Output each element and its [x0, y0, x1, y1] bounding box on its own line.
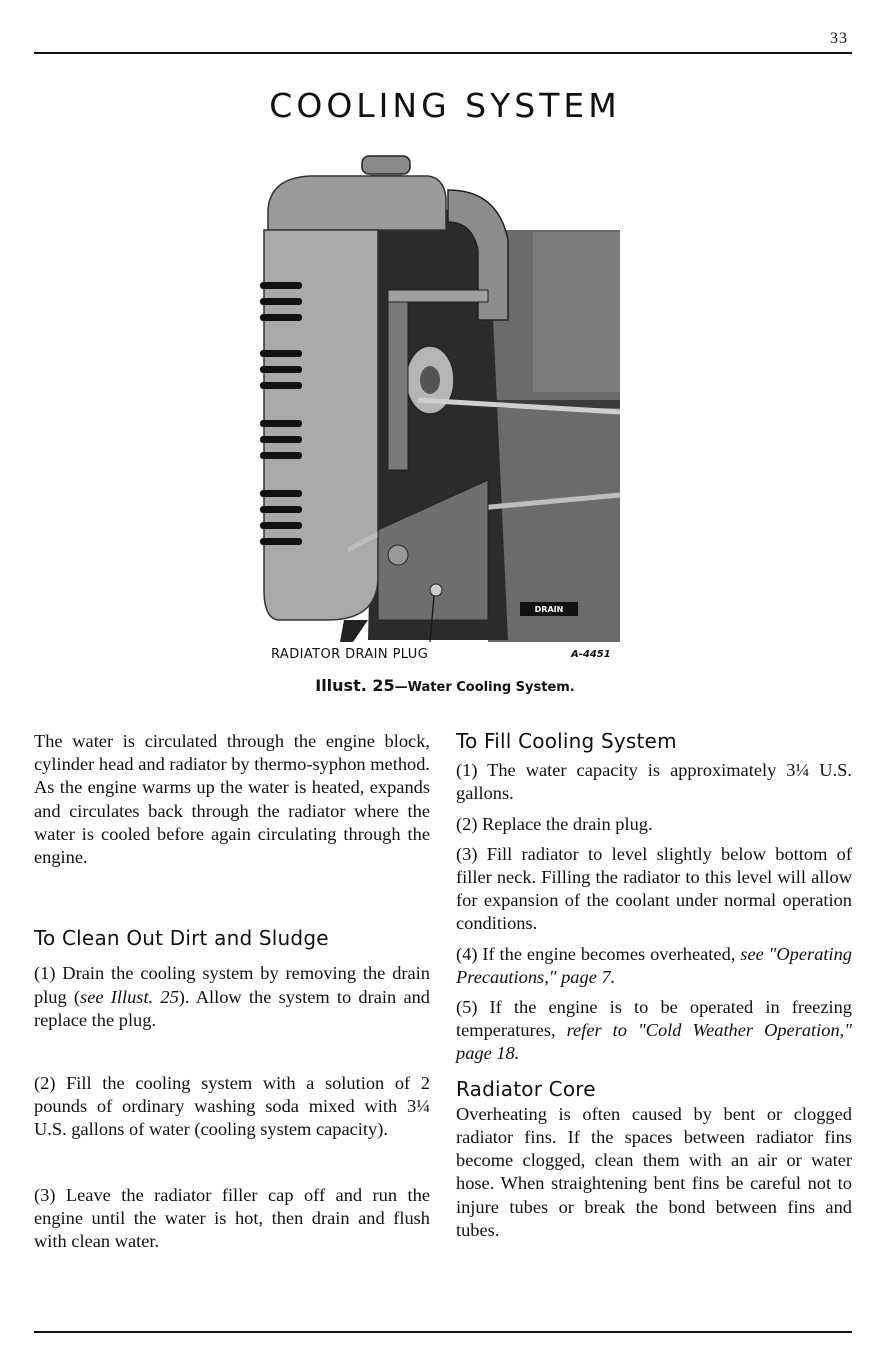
clean-step-1-ref: see Illust. 25 — [80, 986, 179, 1007]
clean-step-3: (3) Leave the radiator filler cap off and run the engine until the water is hot, then drain and flush with clean water. — [34, 1184, 430, 1252]
caption-text: Water Cooling System. — [407, 680, 575, 695]
clean-out-heading: To Clean Out Dirt and Sludge — [34, 926, 329, 951]
intro-paragraph: The water is circulated through the engine block, cylinder head and radiator by thermo-syphon method. As the engine warms up the water is heated, expands and circulates back through the radiator where the water is cooled before again circulating through the engine. — [34, 731, 430, 868]
fill-step-5-text: (5) If the engine is to be operated in freezing temperatures, — [456, 997, 852, 1041]
figure-code: A-4451 — [571, 649, 611, 660]
radiator-illustration — [258, 150, 622, 645]
page-title: COOLING SYSTEM — [269, 86, 621, 125]
top-rule — [34, 52, 852, 54]
fill-step-3: (3) Fill radiator to level slightly below bottom of filler neck. Filling the radiator to this level will allow for expansion of the coolant under normal operation conditions. — [456, 843, 852, 934]
right-column — [456, 730, 852, 1242]
fill-step-2: (2) Replace the drain plug. — [456, 813, 653, 834]
page-number: 33 — [830, 30, 848, 47]
bottom-rule — [34, 1331, 852, 1333]
fill-step-5-ref: refer to "Cold Weather Operation," page 18. — [456, 1020, 852, 1064]
clean-step-2: (2) Fill the cooling system with a solution of 2 pounds of ordinary washing soda mixed with 3¼ U.S. gallons of water (cooling system capacity). — [34, 1073, 430, 1140]
fill-step-5 — [456, 996, 852, 1066]
caption-number: Illust. 25 — [315, 676, 395, 695]
fill-step-4-ref: see "Operating Precautions," page 7. — [456, 943, 853, 987]
clean-step-1-text-b: ). Allow the system to drain and replace the plug. — [34, 986, 430, 1030]
fill-step-1: (1) The water capacity is approximately 3¼ U.S. gallons. — [456, 760, 852, 804]
radiator-core-heading: Radiator Core — [456, 1076, 596, 1101]
clean-step-1 — [34, 962, 430, 1032]
caption-dash: — — [394, 680, 408, 695]
clean-step-1-text-a: (1) Drain the cooling system by removing the drain plug ( — [34, 963, 430, 1007]
drain-plug-label: RADIATOR DRAIN PLUG — [271, 647, 429, 662]
radiator-core-paragraph: Overheating is often caused by bent or clogged radiator fins. If the spaces between radiator fins become clogged, clean them with an air or water hose. When straightening bent fins be careful not to injure tubes or break the bond between fins and tubes. — [456, 1103, 852, 1240]
drain-tag-label: DRAIN — [534, 605, 564, 614]
fill-heading: To Fill Cooling System — [456, 729, 677, 753]
left-column — [34, 730, 430, 1253]
fill-step-4-text: (4) If the engine becomes overheated, — [456, 943, 741, 964]
fill-step-4 — [456, 943, 852, 989]
figure-caption — [0, 676, 890, 695]
